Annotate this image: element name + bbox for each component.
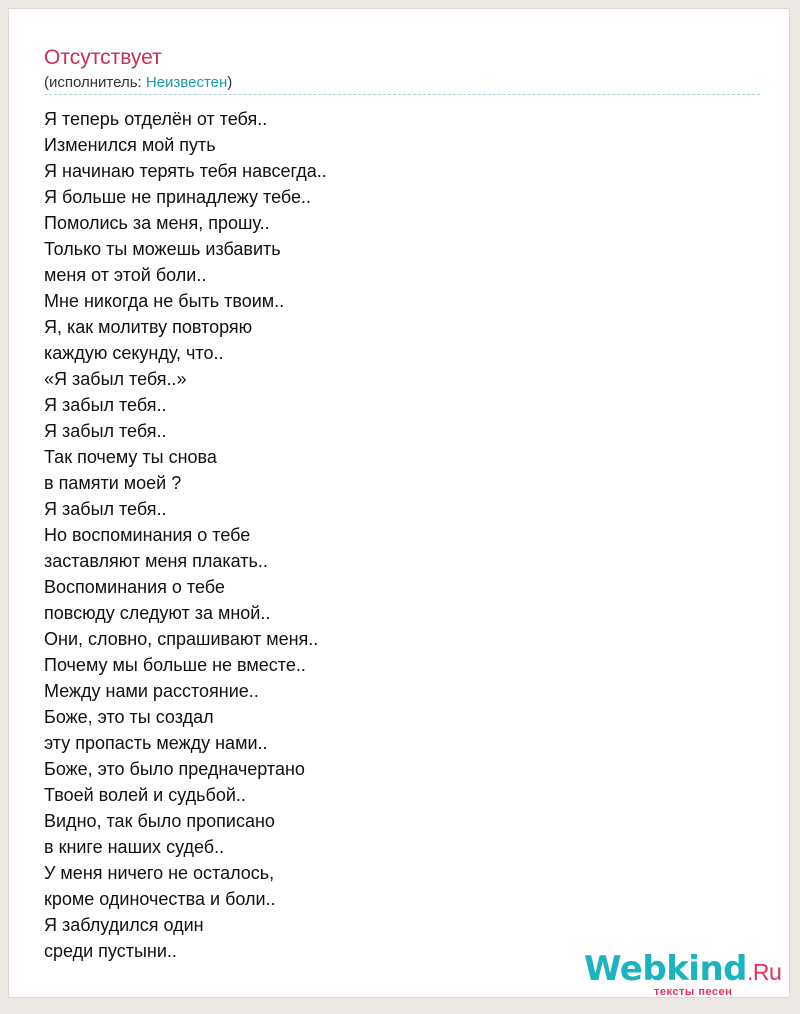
- lyric-line: в памяти моей ?: [44, 473, 182, 493]
- lyric-line: меня от этой боли..: [44, 265, 207, 285]
- lyric-line: Я забыл тебя..: [44, 395, 167, 415]
- artist-link[interactable]: Неизвестен: [145, 74, 228, 91]
- lyric-line: Я теперь отделён от тебя..: [44, 109, 268, 129]
- lyric-line: Воспоминания о тебе: [44, 577, 225, 597]
- lyric-line: Мне никогда не быть твоим..: [44, 291, 285, 311]
- lyric-line: Я начинаю терять тебя навсегда..: [44, 161, 327, 181]
- lyric-line: Между нами расстояние..: [44, 681, 259, 701]
- header-divider: [44, 94, 760, 95]
- lyric-line: Они, словно, спрашивают меня..: [44, 629, 319, 649]
- site-logo[interactable]: [584, 949, 784, 999]
- lyric-line: Я забыл тебя..: [44, 421, 167, 441]
- logo-name: Webkind: [584, 949, 747, 989]
- lyric-line: Только ты можешь избавить: [44, 239, 281, 259]
- logo-tagline: тексты песен: [654, 986, 733, 998]
- lyric-line: Боже, это было предначертано: [44, 759, 305, 779]
- logo-suffix: .Ru: [747, 959, 782, 985]
- lyric-line: Но воспоминания о тебе: [44, 525, 251, 545]
- lyric-line: каждую секунду, что..: [44, 343, 224, 363]
- artist-suffix: ): [227, 74, 233, 91]
- lyric-line: Изменился мой путь: [44, 135, 216, 155]
- lyric-line: Боже, это ты создал: [44, 707, 214, 727]
- lyric-line: в книге наших судеб..: [44, 837, 225, 857]
- song-title: Отсутствует: [44, 46, 162, 69]
- lyric-line: заставляют меня плакать..: [44, 551, 268, 571]
- lyric-line: Я больше не принадлежу тебе..: [44, 187, 312, 207]
- lyric-line: Я, как молитву повторяю: [44, 317, 253, 337]
- lyrics-text: [44, 106, 327, 964]
- artist-line: [44, 74, 232, 92]
- lyric-line: эту пропасть между нами..: [44, 733, 268, 753]
- lyrics-card: [8, 8, 790, 998]
- lyric-line: Я заблудился один: [44, 915, 204, 935]
- lyric-line: Почему мы больше не вместе..: [44, 655, 306, 675]
- lyric-line: «Я забыл тебя..»: [44, 369, 187, 389]
- lyric-line: кроме одиночества и боли..: [44, 889, 276, 909]
- lyric-line: У меня ничего не осталось,: [44, 863, 275, 883]
- lyric-line: Помолись за меня, прошу..: [44, 213, 270, 233]
- lyric-line: среди пустыни..: [44, 941, 177, 961]
- lyric-line: повсюду следуют за мной..: [44, 603, 271, 623]
- lyric-line: Видно, так было прописано: [44, 811, 275, 831]
- lyric-line: Я забыл тебя..: [44, 499, 167, 519]
- lyric-line: Так почему ты снова: [44, 447, 217, 467]
- lyric-line: Твоей волей и судьбой..: [44, 785, 246, 805]
- artist-prefix: (исполнитель:: [44, 74, 146, 91]
